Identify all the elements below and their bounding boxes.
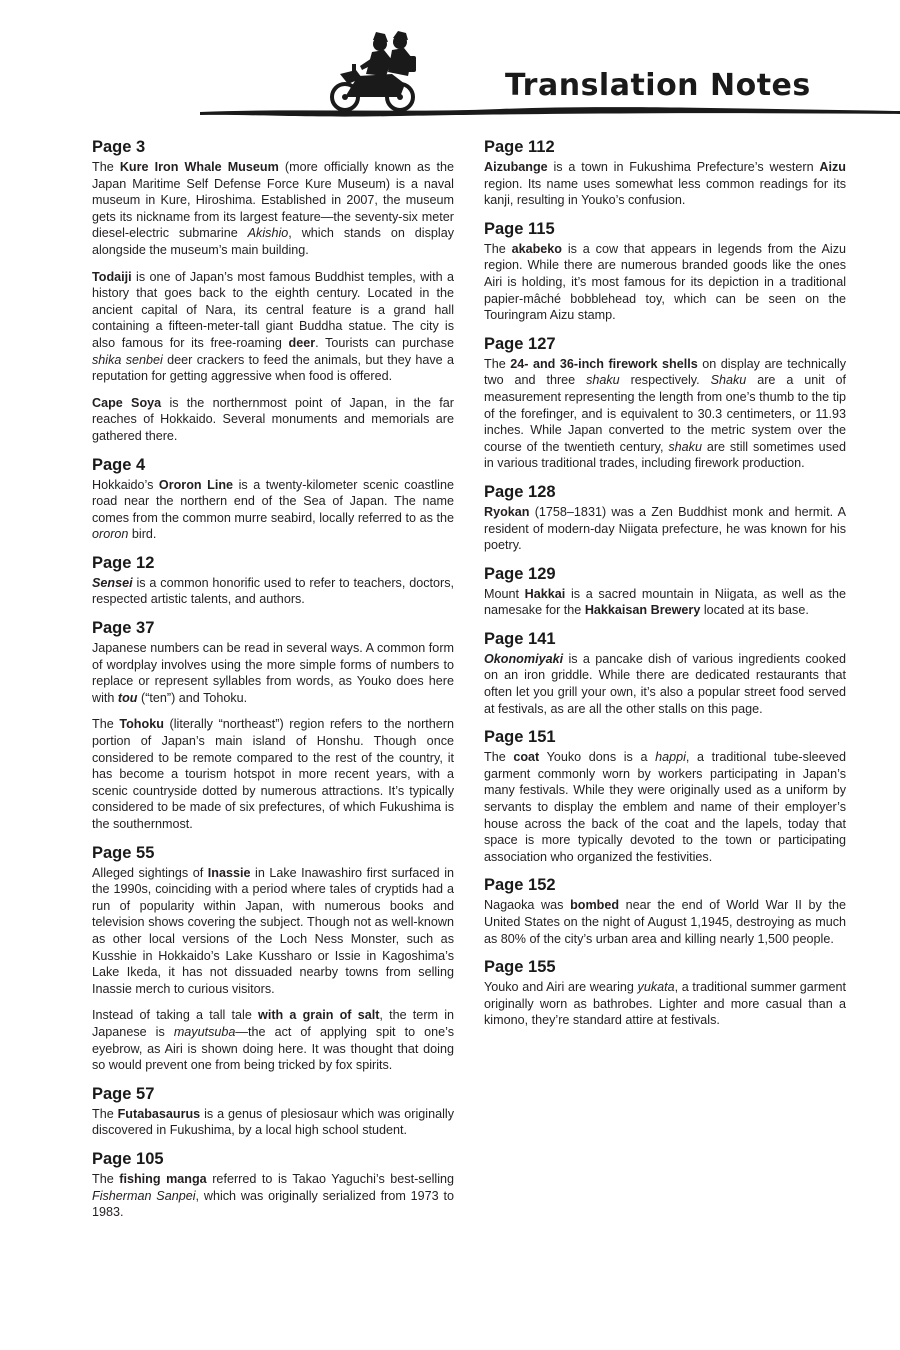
note-text: is a common honorific used to refer to teachers, doctors, respected artistic talents, and authors. <box>92 575 454 607</box>
emphasized-term: fishing manga <box>119 1171 207 1186</box>
motorcycle-riders-icon <box>332 31 416 110</box>
note-text: The <box>92 717 120 732</box>
emphasized-term: Hakkaisan Brewery <box>584 603 701 618</box>
page-number-heading: Page 105 <box>92 1149 164 1168</box>
emphasized-term: Ororon Line <box>158 477 234 492</box>
note-text: (“ten”) and Tohoku. <box>137 690 248 705</box>
emphasized-term: Fisherman Sanpei <box>92 1188 196 1203</box>
note-paragraph <box>484 159 846 209</box>
page-number-heading: Page 152 <box>484 876 556 895</box>
page-number-heading: Page 128 <box>484 482 556 501</box>
note-section <box>484 565 846 619</box>
page-number-heading: Page 12 <box>92 553 155 572</box>
note-text: (literally “northeast”) region refers to the northern portion of Japan’s main island of Honshu. Though once considered to be remote compared to the rest of the country, it has become a tourism hotspot in more recent years, with a scenic countryside dotted by numerous attractions. It’s typically considered to be made of six prefectures, of which Fukushima is the southernmost. <box>92 717 455 831</box>
page-number-heading: Page 3 <box>92 138 146 156</box>
note-text: The <box>92 1106 118 1121</box>
note-text: is the northernmost point of Japan, in the far reaches of Hokkaido. Several monuments and memorials are gathered there. <box>92 395 454 443</box>
note-text: deer crackers to feed the animals, but they have a reputation for getting aggressive when food is offered. <box>92 352 454 384</box>
note-paragraph <box>484 749 846 865</box>
note-text: is a twenty-kilometer scenic coastline road near the northern end of the Sea of Japan. The name comes from the common murre seabird, locally referred to as the <box>92 477 454 525</box>
note-paragraph <box>92 1007 454 1073</box>
note-paragraph <box>92 269 454 385</box>
emphasized-term: Sensei <box>92 575 133 590</box>
note-text: are a unit of measurement representing the length from one’s thumb to the tip of the forefinger, and is equivalent to 30.3 centimeters, or 11.93 inches. While Japan converted to the metric system over the course of the twentieth century, <box>484 373 847 454</box>
emphasized-term: Akishio <box>247 226 289 241</box>
note-text: The <box>484 241 512 256</box>
note-text: referred to is Takao Yaguchi’s best-selling <box>206 1171 454 1186</box>
note-text: respectively. <box>619 373 711 388</box>
note-paragraph <box>92 865 454 998</box>
note-text: Hokkaido’s <box>92 477 159 492</box>
page-title: Translation Notes <box>505 68 811 103</box>
note-text: , a traditional summer garment originally worn as bathrobes. Lighter and more casual than a kimono, they’re standard attire at festivals. <box>484 980 846 1028</box>
emphasized-term: with a grain of salt <box>258 1008 380 1023</box>
note-section <box>484 958 846 1029</box>
emphasized-term: Inassie <box>207 865 251 880</box>
note-paragraph <box>484 504 846 554</box>
note-paragraph <box>92 477 454 543</box>
note-text: , the term in Japanese is <box>92 1008 455 1039</box>
page-number-heading: Page 115 <box>484 219 555 238</box>
note-paragraph <box>92 1171 454 1221</box>
note-paragraph <box>92 159 454 259</box>
page-number-heading: Page 112 <box>484 138 555 156</box>
emphasized-term: Shaku <box>710 373 747 388</box>
page-number-heading: Page 55 <box>92 843 155 862</box>
note-text: are still sometimes used in various traditional trades, including firework production. <box>484 439 846 471</box>
note-text: —the act of applying spit to one’s eyebrow, as Airi is shown doing here. It was thought that doing so would prevent one from being tricked by fox spirits. <box>92 1024 454 1073</box>
note-text: is a genus of plesiosaur which was originally discovered in Fukushima, by a local high school student. <box>92 1106 454 1138</box>
note-paragraph <box>484 897 846 947</box>
note-text: The <box>484 356 511 371</box>
note-paragraph <box>92 575 454 608</box>
note-section <box>92 456 454 543</box>
note-text: The <box>92 160 120 174</box>
note-paragraph <box>484 979 846 1029</box>
header-rule <box>200 107 900 116</box>
note-text: (1758–1831) was a Zen Buddhist monk and hermit. A resident of modern-day Niigata prefecture, he was known for his poetry. <box>484 504 846 553</box>
emphasized-term: Tohoku <box>119 717 164 732</box>
note-paragraph <box>484 241 846 324</box>
note-paragraph <box>92 1106 454 1139</box>
emphasized-term: Futabasaurus <box>117 1106 201 1121</box>
note-text: Instead of taking a tall tale <box>92 1008 259 1023</box>
note-text: Nagaoka was <box>484 898 571 913</box>
note-text: is a sacred mountain in Niigata, as well as the namesake for the <box>484 586 846 618</box>
note-text: is one of Japan’s most famous Buddhist temples, with a history that goes back to the eighth century. Located in the ancient capital of Nara, its central feature is a grand hall containing a fifteen-meter-tall giant Buddha statue. The city is also famous for its free-roaming <box>92 269 454 350</box>
note-section <box>92 844 454 1074</box>
note-text: is a town in Fukushima Prefecture’s western <box>547 160 820 174</box>
emphasized-term: akabeko <box>511 241 562 256</box>
page-number-heading: Page 129 <box>484 564 556 583</box>
note-text: The <box>92 1171 120 1186</box>
emphasized-term: Ryokan <box>484 504 530 519</box>
note-section <box>92 619 454 833</box>
note-paragraph <box>92 640 454 706</box>
note-section <box>92 138 454 445</box>
emphasized-term: tou <box>117 690 138 705</box>
note-paragraph <box>92 395 454 445</box>
note-section <box>484 876 846 947</box>
emphasized-term: shika senbei <box>92 352 163 367</box>
emphasized-term: shaku <box>586 373 620 388</box>
emphasized-term: ororon <box>92 527 129 542</box>
note-text: is a pancake dish of various ingredients cooked on an iron griddle. While there are dedicated restaurants that often let you grill your own, it’s also a popular street food served at festivals, as are all the other stalls on this page. <box>484 651 846 716</box>
notes-column-left <box>92 138 454 1232</box>
note-section <box>484 335 846 472</box>
note-section <box>92 1150 454 1221</box>
emphasized-term: Aizubange <box>484 160 548 174</box>
emphasized-term: happi <box>655 750 686 765</box>
note-text: region. Its name uses somewhat less common readings for its kanji, resulting in Youko’s confusion. <box>484 176 846 208</box>
note-text: Youko and Airi are wearing <box>484 980 638 995</box>
emphasized-term: shaku <box>668 439 702 454</box>
notes-column-right <box>484 138 846 1040</box>
note-text: located at its base. <box>700 603 809 618</box>
page-number-heading: Page 141 <box>484 629 556 648</box>
note-text: Mount <box>484 586 525 601</box>
note-text: , which was originally serialized from 1973 to 1983. <box>92 1188 454 1220</box>
emphasized-term: yukata <box>637 980 675 995</box>
page-header <box>0 0 900 120</box>
note-text: bird. <box>128 527 157 542</box>
emphasized-term: Aizu <box>819 160 846 174</box>
emphasized-term: 24- and 36-inch firework shells <box>510 356 698 371</box>
page-number-heading: Page 57 <box>92 1084 155 1103</box>
note-text: , which stands on display alongside the museum’s main building. <box>92 226 454 257</box>
page-number-heading: Page 155 <box>484 958 556 977</box>
note-text: on display are technically two and three <box>484 356 847 388</box>
note-text: in Lake Inawashiro first surfaced in the 1990s, coinciding with a period where tales of cryptids had a run of popularity within Japan, with numerous books and television shows covering the subject. Though not as well-known as other local versions of the Loch Ness Monster, such as Kusshie in Hokkaido’s Lake Kussharo or Issie in Kagoshima’s Lake Ikeda, it has not dissuaded nearby towns from selling Inassie merch to curious visitors. <box>92 865 455 996</box>
note-section <box>484 220 846 324</box>
note-text: Youko dons is a <box>539 750 656 765</box>
emphasized-term: Todaiji <box>92 269 132 284</box>
note-paragraph <box>484 586 846 619</box>
emphasized-term: bombed <box>570 898 620 913</box>
note-text: . Tourists can purchase <box>315 335 454 350</box>
note-section <box>92 1085 454 1139</box>
page-number-heading: Page 37 <box>92 619 155 638</box>
note-section <box>484 138 846 209</box>
note-text: is a cow that appears in legends from the Aizu region. While there are numerous branded goods like the ones Airi is holding, it’s most famous for its depiction in a traditional papier-mâché bobblehead toy, which can be seen on the Touringram Aizu stamp. <box>484 241 846 323</box>
emphasized-term: coat <box>513 750 540 765</box>
note-text: The <box>484 750 514 765</box>
note-section <box>484 728 846 865</box>
page-number-heading: Page 127 <box>484 334 556 353</box>
note-paragraph <box>92 716 454 832</box>
emphasized-term: Cape Soya <box>92 395 162 410</box>
note-text: (more officially known as the Japan Maritime Self Defense Force Kure Museum) is a naval museum in Kure, Hiroshima. Established in 2007, the museum gets its nickname from its largest feature—the seventy-six meter diesel-electric submarine <box>92 160 454 241</box>
emphasized-term: mayutsuba <box>173 1024 236 1039</box>
emphasized-term: Kure Iron Whale Museum <box>119 160 279 174</box>
note-section <box>92 554 454 608</box>
note-paragraph <box>484 651 846 717</box>
note-section <box>484 630 846 717</box>
note-text: , a traditional tube-sleeved garment commonly worn by workers participating in Japan’s many festivals. While they were originally used as a uniform by servants to display the emblem and name of their employer’s house across the back of the coat and the lapels, today that space is more typically devoted to the town or participating association who organized the festivities. <box>484 750 846 864</box>
note-text: Alleged sightings of <box>92 865 208 880</box>
emphasized-term: deer <box>288 335 316 350</box>
note-text: Japanese numbers can be read in several ways. A common form of wordplay involves using the more simple forms of numbers to replace or represent syllables from words, as Youko does here with <box>92 641 454 705</box>
page-number-heading: Page 151 <box>484 728 556 747</box>
note-text: near the end of World War II by the United States on the night of August 1,1945, destroying as much as 80% of the city’s urban area and killing nearly 1,500 people. <box>484 898 846 946</box>
note-section <box>484 483 846 554</box>
page-number-heading: Page 4 <box>92 455 146 474</box>
emphasized-term: Okonomiyaki <box>484 651 564 666</box>
note-paragraph <box>484 356 846 472</box>
emphasized-term: Hakkai <box>524 586 566 601</box>
